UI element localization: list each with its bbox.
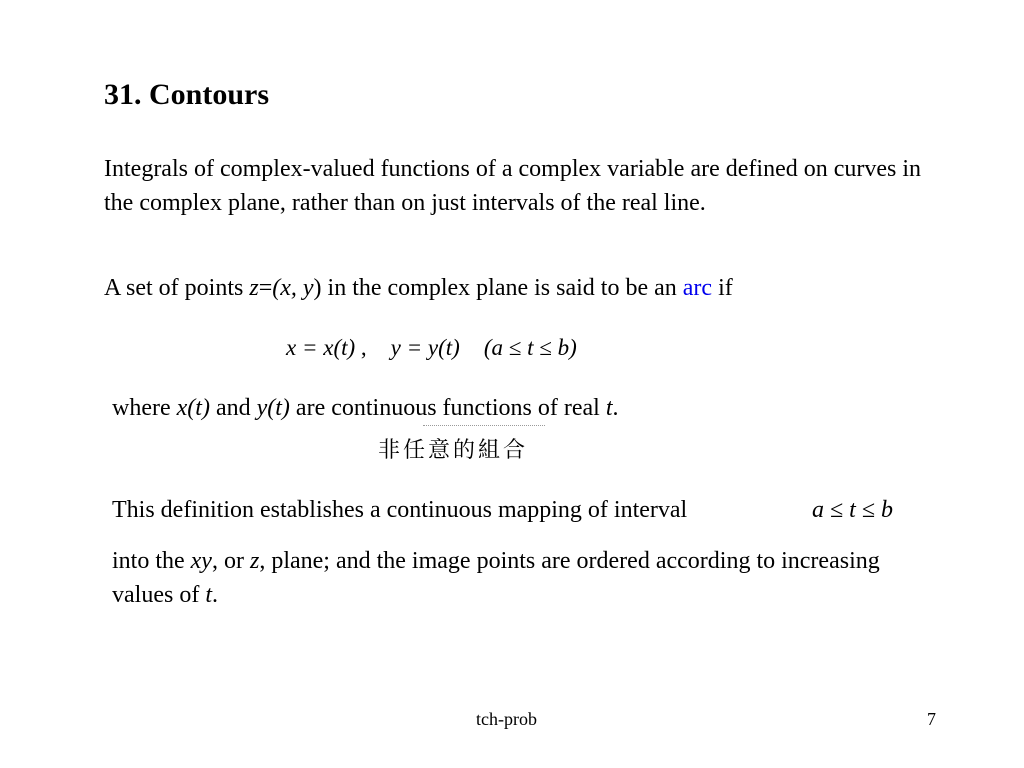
equation-separator: , xyxy=(360,335,367,360)
z-term: z xyxy=(249,548,260,574)
point-pair: (x, y xyxy=(272,275,314,301)
arc-def-prefix: A set of points xyxy=(104,275,250,301)
page-number: 7 xyxy=(927,709,936,729)
equation-x: x = x(t) xyxy=(286,335,356,360)
xy-term: xy xyxy=(190,548,212,574)
handwritten-annotation: 非任意的組合 xyxy=(378,438,529,463)
where-line xyxy=(112,391,619,425)
ordering-paragraph xyxy=(112,544,932,612)
ordering-prefix: into the xyxy=(112,548,191,574)
ordering-middle: , plane; and the image points are ordered according to increasing values of xyxy=(112,548,880,608)
close-paren: ) xyxy=(313,275,322,301)
point-z: z xyxy=(249,275,259,301)
equals-sign: = xyxy=(258,275,273,301)
arc-keyword: arc xyxy=(682,275,713,301)
footer-label: tch-prob xyxy=(476,709,537,729)
xt-term: x(t) xyxy=(176,395,210,421)
where-end: . xyxy=(612,395,619,421)
arc-def-suffix: if xyxy=(712,275,733,301)
ordering-or: , or xyxy=(211,548,250,574)
equation-y: y = y(t) xyxy=(390,335,460,360)
t-variable: t xyxy=(605,395,613,421)
where-middle: are continuous functions of real xyxy=(289,395,606,421)
arc-definition-line xyxy=(104,271,733,305)
parametric-equation xyxy=(286,331,577,365)
ordering-end: . xyxy=(211,582,218,608)
t-term: t xyxy=(205,582,212,608)
yt-term: y(t) xyxy=(256,395,290,421)
mapping-line: This definition establishes a continuous mapping of interval xyxy=(112,497,688,523)
annotation-underline xyxy=(423,425,545,426)
where-prefix: where xyxy=(112,395,177,421)
slide-title: 31. Contours xyxy=(104,78,270,111)
interval-formula: a ≤ t ≤ b xyxy=(812,497,894,523)
arc-def-middle: in the complex plane is said to be an xyxy=(321,275,683,301)
where-and: and xyxy=(209,395,257,421)
intro-paragraph: Integrals of complex-valued functions of a complex variable are defined on curves in the complex plane, rather than on just intervals of the real line. xyxy=(104,156,922,216)
equation-range: (a ≤ t ≤ b) xyxy=(483,335,577,360)
